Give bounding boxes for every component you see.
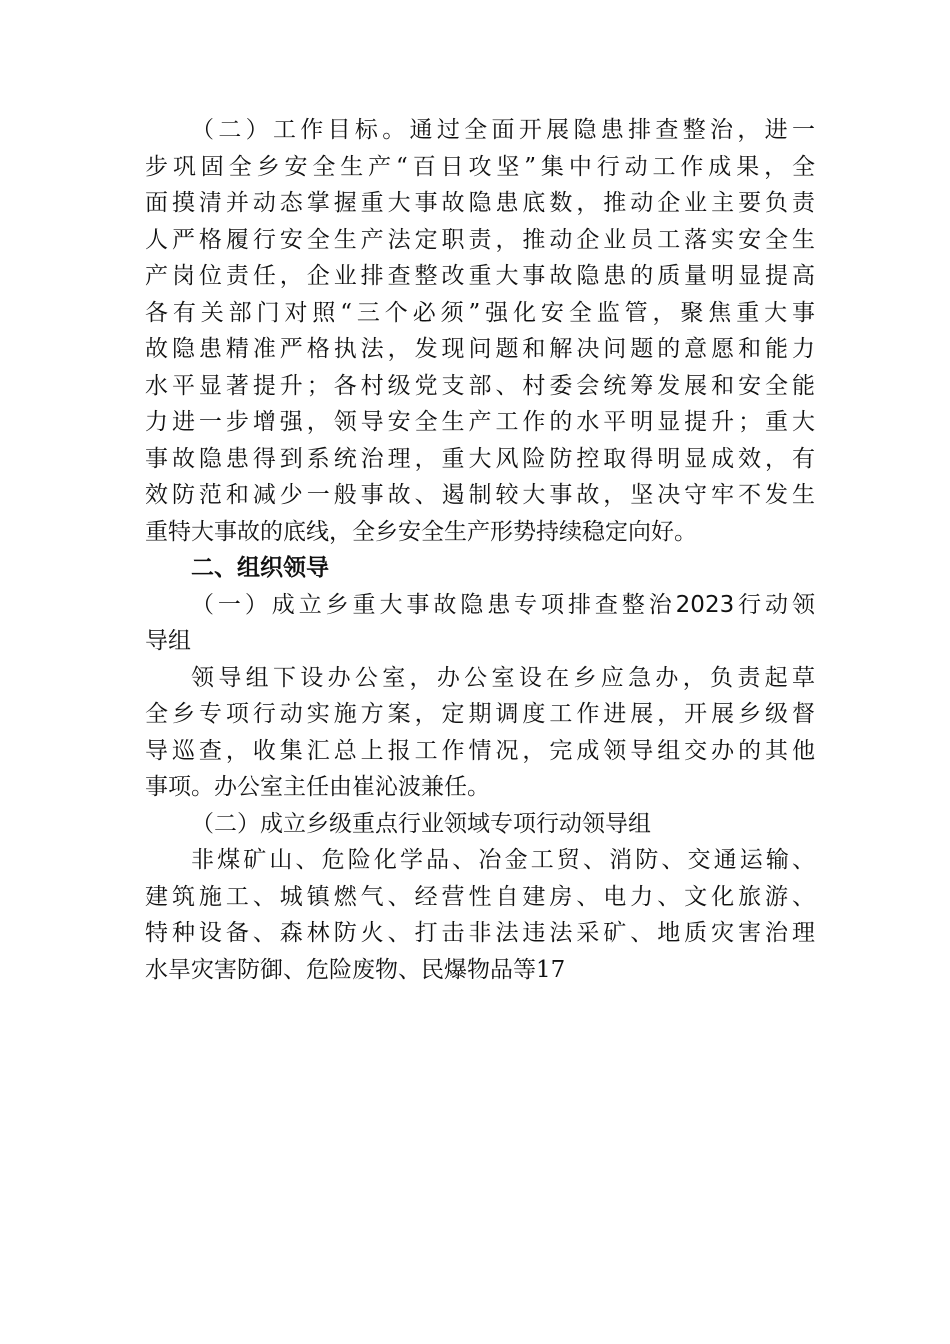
- paragraph-line: 全乡专项行动实施方案，定期调度工作进展，开展乡级督: [145, 701, 815, 727]
- paragraph-line: 人严格履行安全生产法定职责，推动企业员工落实安全生: [145, 226, 815, 253]
- paragraph-line: 领导组下设办公室，办公室设在乡应急办，负责起草: [191, 664, 815, 691]
- paragraph-line: 建筑施工、城镇燃气、经营性自建房、电力、文化旅游、: [145, 883, 815, 910]
- paragraph-line: 非煤矿山、危险化学品、冶金工贸、消防、交通运输、: [191, 847, 815, 873]
- paragraph-line: 水平显著提升；各村级党支部、村委会统筹发展和安全能: [145, 372, 815, 399]
- subsection-heading: （二）成立乡级重点行业领域专项行动领导组: [191, 810, 651, 837]
- paragraph-line: （二）工作目标。通过全面开展隐患排查整治，进一: [191, 117, 815, 143]
- subsection-heading: （一）成立乡重大事故隐患专项排查整治2023行动领: [191, 591, 815, 618]
- paragraph-line: 水旱灾害防御、危险废物、民爆物品等17: [145, 956, 566, 983]
- paragraph-line: 效防范和减少一般事故、遏制较大事故，坚决守牢不发生: [145, 482, 815, 508]
- paragraph-line: 故隐患精准严格执法，发现问题和解决问题的意愿和能力: [145, 336, 815, 362]
- subsection-heading: 导组: [145, 628, 191, 654]
- paragraph-line: 步巩固全乡安全生产“百日攻坚”集中行动工作成果，全: [145, 153, 815, 180]
- paragraph-line: 重特大事故的底线，全乡安全生产形势持续稳定向好。: [145, 518, 697, 545]
- paragraph-line: 事故隐患得到系统治理，重大风险防控取得明显成效，有: [145, 445, 815, 472]
- section-heading: 二、组织领导: [191, 555, 329, 581]
- paragraph-line: 特种设备、森林防火、打击非法违法采矿、地质灾害治理: [145, 920, 815, 946]
- document-body: [145, 112, 815, 988]
- paragraph-line: 各有关部门对照“三个必须”强化安全监管，聚焦重大事: [145, 299, 815, 326]
- paragraph-line: 产岗位责任，企业排查整改重大事故隐患的质量明显提高: [145, 263, 815, 289]
- paragraph-line: 力进一步增强，领导安全生产工作的水平明显提升；重大: [145, 409, 815, 435]
- paragraph-line: 面摸清并动态掌握重大事故隐患底数，推动企业主要负责: [145, 190, 815, 216]
- paragraph-line: 导巡查，收集汇总上报工作情况，完成领导组交办的其他: [145, 737, 815, 764]
- paragraph-line: 事项。办公室主任由崔沁波兼任。: [145, 774, 490, 800]
